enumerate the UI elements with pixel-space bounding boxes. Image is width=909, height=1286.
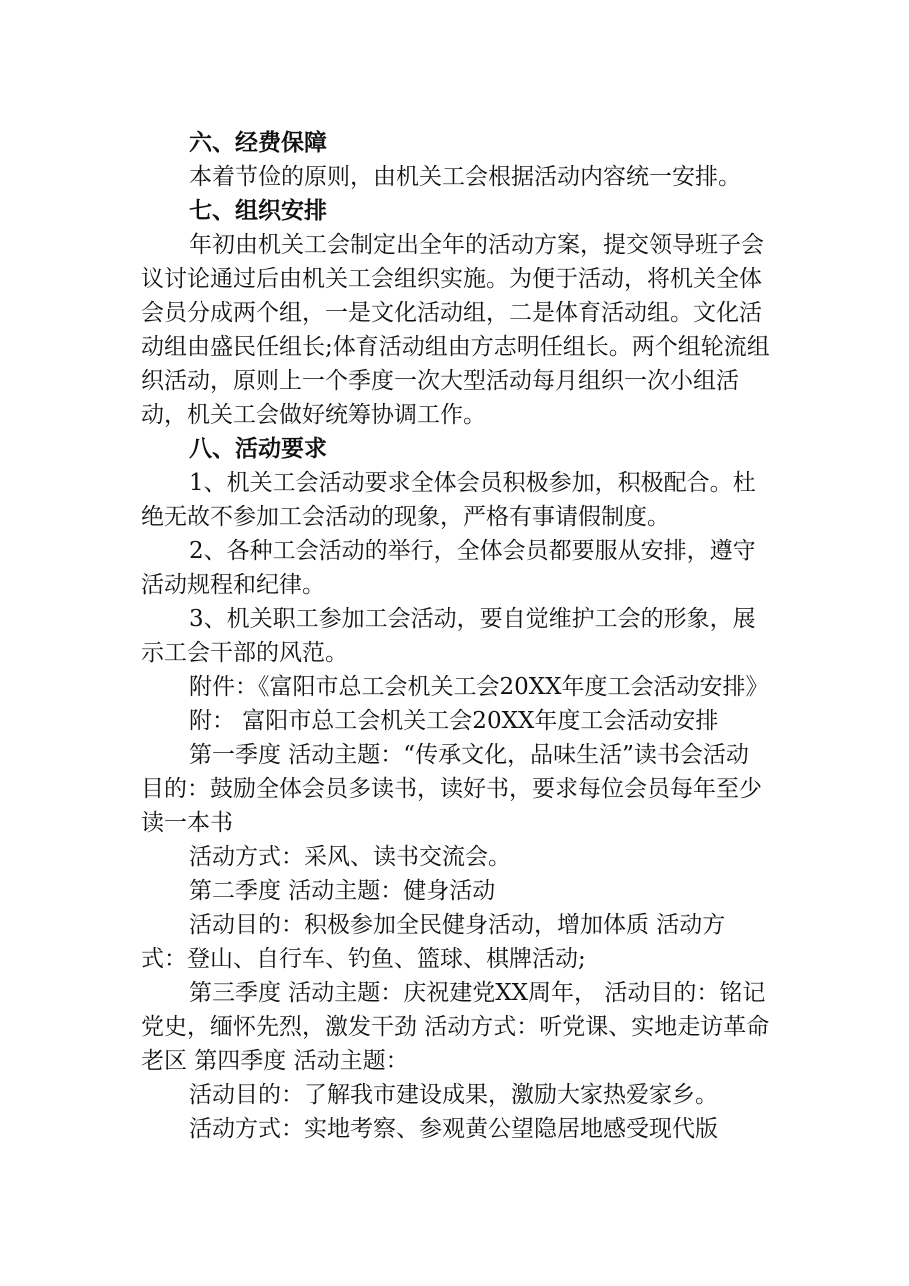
- paragraph-funding: 本着节俭的原则，由机关工会根据活动内容统一安排。: [189, 164, 741, 190]
- paragraph-q4-purpose: 活动目的：了解我市建设成果，激励大家热爱家乡。: [189, 1082, 718, 1108]
- paragraph-organization: 年初由机关工会制定出全年的活动方案，提交领导班子会议讨论通过后由机关工会组织实施。为便于活动，将机关全体会员分成两个组，一是文化活动组，二是体育活动组。文化活动组由盛民任组长;体育活动组由方志明任组长。两个组轮流组织活动，原则上一个季度一次大型活动每月组织一次小组活动，机关工会做好统筹协调工作。: [141, 232, 770, 428]
- paragraph-q4-method: 活动方式：实地考察、参观黄公望隐居地感受现代版: [189, 1116, 718, 1142]
- paragraph-requirement-1: 1、机关工会活动要求全体会员积极参加，积极配合。杜绝无故不参加工会活动的现象，严格有事请假制度。: [141, 470, 756, 530]
- paragraph-q1-method: 活动方式：采风、读书交流会。: [189, 844, 511, 870]
- section-heading-organization: 七、组织安排: [189, 198, 327, 224]
- paragraph-requirement-3: 3、机关职工参加工会活动，要自觉维护工会的形象，展示工会干部的风范。: [141, 606, 756, 666]
- document-body: [141, 126, 771, 1146]
- paragraph-attachment: 附件：《富阳市总工会机关工会20XX年度工会活动安排》: [189, 674, 769, 700]
- paragraph-appendix-title: 附： 富阳市总工会机关工会20XX年度工会活动安排: [189, 708, 719, 734]
- paragraph-q1: 第一季度 活动主题：“传承文化，品味生活”读书会活动目的：鼓励全体会员多读书，读好书，要求每位会员每年至少读一本书: [141, 742, 762, 836]
- section-heading-requirements: 八、活动要求: [189, 436, 327, 462]
- section-heading-funding: 六、经费保障: [189, 130, 327, 156]
- paragraph-q2-theme: 第二季度 活动主题：健身活动: [189, 878, 496, 904]
- paragraph-q3: 第三季度 活动主题：庆祝建党XX周年， 活动目的：铭记党史，缅怀先烈，激发干劲 活动方式：听党课、实地走访革命老区 第四季度 活动主题：: [141, 980, 770, 1074]
- paragraph-requirement-2: 2、各种工会活动的举行，全体会员都要服从安排，遵守活动规程和纪律。: [141, 538, 756, 598]
- paragraph-q2-purpose: 活动目的：积极参加全民健身活动，增加体质 活动方式：登山、自行车、钓鱼、篮球、棋牌活动;: [141, 912, 726, 972]
